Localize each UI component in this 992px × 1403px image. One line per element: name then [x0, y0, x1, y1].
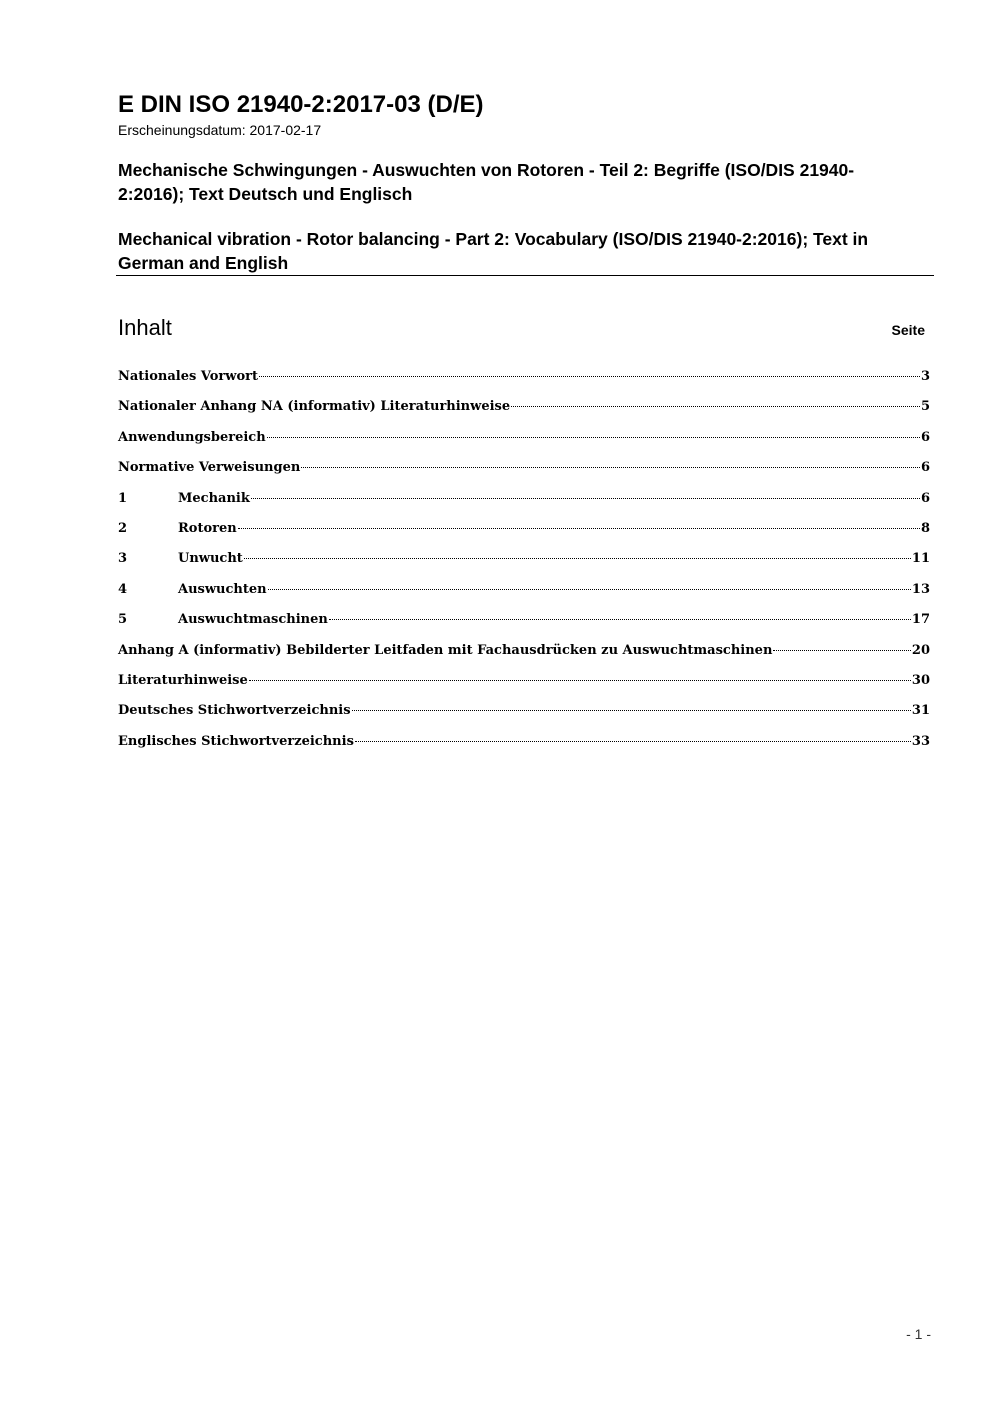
- toc-entry-page: 3: [920, 369, 930, 384]
- toc-dot-leader: [244, 558, 911, 559]
- toc-entry-label: Mechanik: [178, 490, 250, 506]
- title-german: Mechanische Schwingungen - Auswuchten von Rotoren - Teil 2: Begriffe (ISO/DIS 21940-2:2016); Text Deutsch und Englisch: [118, 160, 855, 204]
- toc-entry[interactable]: [118, 643, 930, 673]
- toc-entry-label: Anwendungsbereich: [118, 429, 266, 445]
- toc-dot-leader: [511, 406, 920, 407]
- toc-entry[interactable]: [118, 369, 930, 399]
- toc-entry-label: Auswuchtmaschinen: [178, 612, 328, 628]
- toc-entry[interactable]: [118, 521, 930, 551]
- toc-entry[interactable]: [118, 399, 930, 429]
- toc-entry-page: 17: [911, 612, 930, 628]
- toc-entry[interactable]: [118, 430, 930, 460]
- toc-dot-leader: [251, 498, 920, 499]
- toc-dot-leader: [249, 680, 911, 681]
- toc-entry-number: 5: [118, 612, 128, 628]
- toc-entry-number: 4: [118, 581, 128, 597]
- toc-dot-leader: [329, 619, 911, 620]
- toc-entry[interactable]: [118, 612, 930, 642]
- document-title: E DIN ISO 21940-2:2017-03 (D/E): [118, 91, 484, 118]
- toc-entry-label: Literaturhinweise: [118, 672, 248, 688]
- toc-entry-label: Englisches Stichwortverzeichnis: [118, 733, 354, 749]
- toc-entry-label: Unwucht: [178, 551, 243, 567]
- toc-dot-leader: [267, 437, 920, 438]
- toc-entry[interactable]: [118, 460, 930, 490]
- toc-entry-label: Anhang A (informativ) Bebilderter Leitfaden mit Fachausdrücken zu Auswuchtmaschinen: [118, 642, 773, 658]
- toc-entry-page: 31: [911, 703, 930, 719]
- toc-dot-leader: [268, 589, 911, 590]
- toc-entry-page: 6: [920, 490, 930, 506]
- toc-entry[interactable]: [118, 703, 930, 733]
- toc-entry-page: 33: [911, 733, 930, 749]
- publication-date: Erscheinungsdatum: 2017-02-17: [118, 122, 322, 138]
- toc-entry-label: Nationaler Anhang NA (informativ) Literaturhinweise: [118, 399, 511, 415]
- toc-entry[interactable]: [118, 734, 930, 764]
- toc-entry[interactable]: [118, 491, 930, 521]
- title-english: Mechanical vibration - Rotor balancing - Part 2: Vocabulary (ISO/DIS 21940-2:2016); Text in German and English: [118, 229, 869, 273]
- toc-entry[interactable]: [118, 582, 930, 612]
- toc-entry[interactable]: [118, 551, 930, 581]
- toc-entry-number: 1: [118, 490, 128, 506]
- toc-page-column-label: Seite: [891, 322, 925, 338]
- toc-entry-label: Deutsches Stichwortverzeichnis: [118, 703, 351, 719]
- toc-entry-page: 6: [920, 460, 930, 476]
- toc-dot-leader: [352, 710, 911, 711]
- toc-dot-leader: [355, 741, 911, 742]
- toc-heading: Inhalt: [118, 315, 172, 340]
- toc-entry-page: 20: [911, 642, 930, 658]
- toc-dot-leader: [301, 467, 920, 468]
- page-number: - 1 -: [906, 1326, 931, 1342]
- toc-entry-label: Auswuchten: [178, 581, 267, 597]
- toc-entry-page: 11: [911, 551, 930, 567]
- toc-entry-page: 6: [920, 429, 930, 445]
- toc-dot-leader: [773, 650, 911, 651]
- toc-dot-leader: [238, 528, 920, 529]
- toc-entry-page: 13: [911, 581, 930, 597]
- toc-dot-leader: [259, 376, 920, 377]
- toc-entry[interactable]: [118, 673, 930, 703]
- toc-entry-number: 3: [118, 551, 128, 567]
- toc-entry-number: 2: [118, 520, 128, 536]
- toc-entry-page: 8: [920, 520, 930, 536]
- header-divider: [116, 275, 934, 276]
- toc-entry-label: Nationales Vorwort: [118, 369, 258, 384]
- toc-entry-label: Normative Verweisungen: [118, 460, 301, 476]
- toc-entry-page: 5: [920, 399, 930, 415]
- toc-entry-label: Rotoren: [178, 520, 237, 536]
- table-of-contents: [118, 369, 930, 764]
- toc-entry-page: 30: [911, 672, 930, 688]
